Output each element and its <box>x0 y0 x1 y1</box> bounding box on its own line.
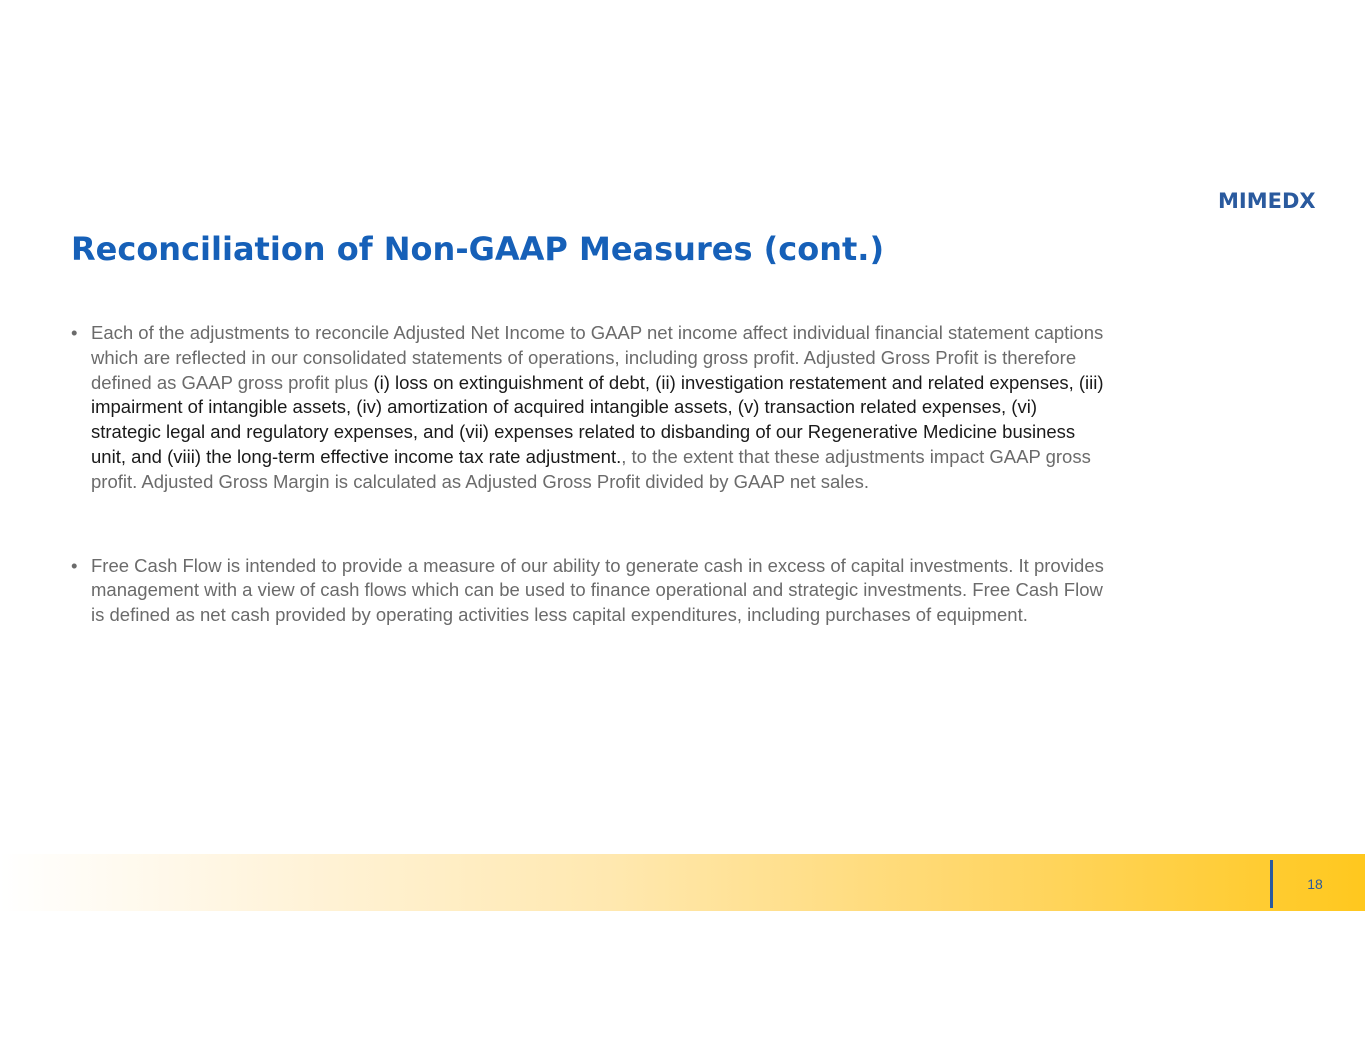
footer-gradient-band <box>0 854 1365 911</box>
bullet-2-text: Free Cash Flow is intended to provide a measure of our ability to generate cash in excess of capital investments. It provides management with a view of cash flows which can be used to finance operational and strategic investments. Free Cash Flow is defined as net cash provided by operating activities less capital expenditures, including purchases of equipment. <box>91 554 1104 626</box>
bullet-free-cash-flow <box>71 554 1111 628</box>
bullet-adjusted-gross-profit <box>71 321 1111 495</box>
bullet-1-adjustments-list: (i) loss on extinguishment of debt, (ii) investigation restatement and related expenses, (iii) impairment of intangible assets, (iv) amortization of acquired intangible assets, (v) transaction related expenses, (vi) strategic legal and regulatory expenses, and (vii) expenses related to disbanding of our Regenerative Medicine business unit, and (viii) the long-term effective income tax rate adjustment. <box>91 371 1104 467</box>
page-title: Reconciliation of Non-GAAP Measures (cont.) <box>71 230 885 268</box>
bullet-1-conclusion: , to the extent that these adjustments impact GAAP gross profit. Adjusted Gross Margin is calculated as Adjusted Gross Profit divided by GAAP net sales. <box>91 445 1091 492</box>
footer-divider <box>1270 860 1273 908</box>
bullet-1-intro: Each of the adjustments to reconcile Adjusted Net Income to GAAP net income affect individual financial statement captions which are reflected in our consolidated statements of operations, including gross profit. Adjusted Gross Profit is therefore defined as GAAP gross profit plus <box>91 322 1104 393</box>
page-number: 18 <box>1307 876 1323 892</box>
logo-text: MIMEDX <box>1218 189 1316 213</box>
bullet-list <box>71 321 1111 628</box>
mimedx-logo <box>1218 188 1316 214</box>
